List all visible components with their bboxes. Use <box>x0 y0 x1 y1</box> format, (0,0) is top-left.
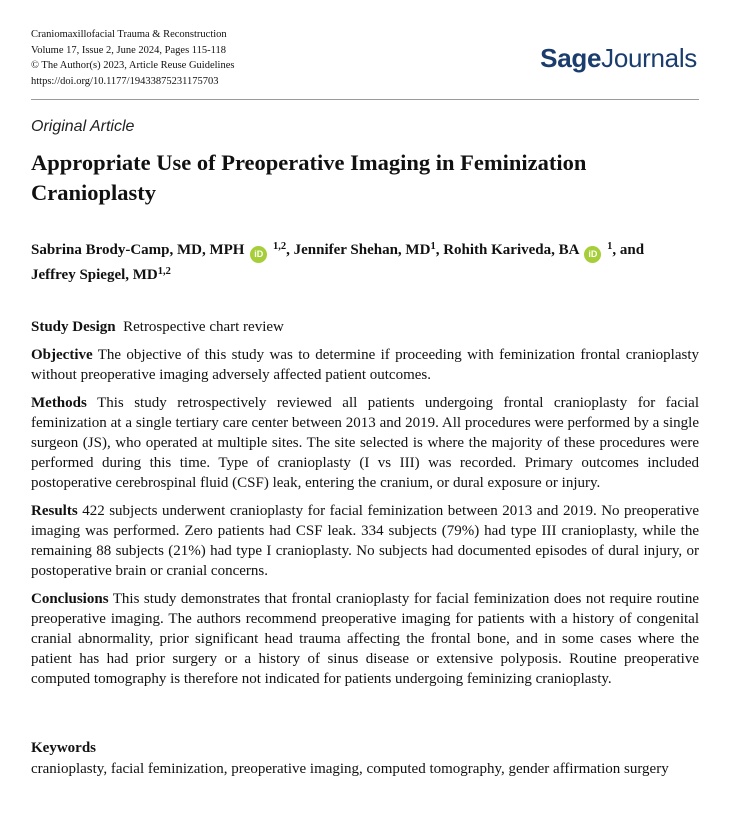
abstract-results <box>31 501 699 581</box>
author-separator: , <box>286 242 294 258</box>
author-name[interactable]: Jennifer Shehan, MD <box>293 242 431 258</box>
section-heading: Conclusions <box>31 591 109 607</box>
sage-journals-logo[interactable] <box>540 43 697 74</box>
keywords-list: cranioplasty, facial feminization, preoperative imaging, computed tomography, gender affirmation surgery <box>31 761 669 777</box>
section-text: The objective of this study was to determine if proceeding with feminization frontal cranioplasty without preoperative imaging adversely affected patient outcomes. <box>31 347 700 383</box>
article-type: Original Article <box>31 118 135 135</box>
abstract-study-design <box>31 317 699 337</box>
author-and: , and <box>612 242 645 258</box>
author-name[interactable]: Sabrina Brody-Camp, MD, MPH <box>31 242 245 258</box>
journal-issue: Volume 17, Issue 2, June 2024, Pages 115-118 <box>31 44 227 56</box>
section-heading: Study Design <box>31 319 116 335</box>
abstract-methods <box>31 393 699 493</box>
abstract-objective <box>31 345 699 385</box>
journal-name: Craniomaxillofacial Trauma & Reconstruction <box>31 29 227 40</box>
section-heading: Methods <box>31 395 87 411</box>
author-affiliation: 1 <box>430 241 436 252</box>
section-text: This study demonstrates that frontal cranioplasty for facial feminization does not require routine preoperative imaging. The authors recommend preoperative imaging for patients with a history of congenital cranial abnormality, prior significant head trauma affecting the frontal bone, and in some cases where the patient has had prior surgery or a history of sinus disease or extensive polyposis. Routine preoperative computed tomography is therefore not indicated for patients undergoing feminizing cranioplasty. <box>31 591 700 687</box>
abstract <box>31 317 699 697</box>
author-name[interactable]: Jeffrey Spiegel, MD <box>31 267 158 283</box>
author-name[interactable]: Rohith Kariveda, BA <box>443 242 579 258</box>
author-separator: , <box>435 242 444 258</box>
header-divider <box>31 99 699 100</box>
keywords-heading: Keywords <box>31 740 96 756</box>
author-list <box>31 238 711 288</box>
doi-link[interactable]: https://doi.org/10.1177/19433875231175703 <box>31 75 219 87</box>
author-affiliation: 1 <box>607 241 613 252</box>
section-text: This study retrospectively reviewed all patients undergoing frontal cranioplasty for facial feminization at a single tertiary care center between 2013 and 2019. All procedures were performed by a single surgeon (JS), who operated at multiple sites. The site selected is where the majority of these procedures were performed during this time. Type of cranioplasty (I vs III) was recorded. Primary outcomes included postoperative cerebrospinal fluid (CSF) leak, entering the cranium, or dural exposure or injury. <box>31 395 699 491</box>
section-text: Retrospective chart review <box>123 319 284 335</box>
section-heading: Objective <box>31 347 93 363</box>
logo-journals: Journals <box>601 43 697 73</box>
section-text: 422 subjects underwent cranioplasty for facial feminization between 2013 and 2019. No preoperative imaging was performed. Zero patients had CSF leak. 334 subjects (79%) had type III cranioplasty, while the remaining 88 subjects (21%) had type I cranioplasty. No subjects had documented episodes of dural injury, or postoperative brain or cranial concerns. <box>31 503 700 579</box>
copyright-notice[interactable]: © The Author(s) 2023, Article Reuse Guidelines <box>31 60 235 71</box>
orcid-icon[interactable]: iD <box>584 246 601 263</box>
author-affiliation: 1,2 <box>157 266 171 277</box>
orcid-icon[interactable]: iD <box>250 246 267 263</box>
keywords-section <box>31 738 699 780</box>
section-heading: Results <box>31 503 78 519</box>
author-affiliation: 1,2 <box>272 241 287 252</box>
article-header <box>31 27 699 95</box>
abstract-conclusions <box>31 589 699 689</box>
article-title: Appropriate Use of Preoperative Imaging in Feminization Cranioplasty <box>31 150 587 205</box>
logo-sage: Sage <box>540 43 602 73</box>
